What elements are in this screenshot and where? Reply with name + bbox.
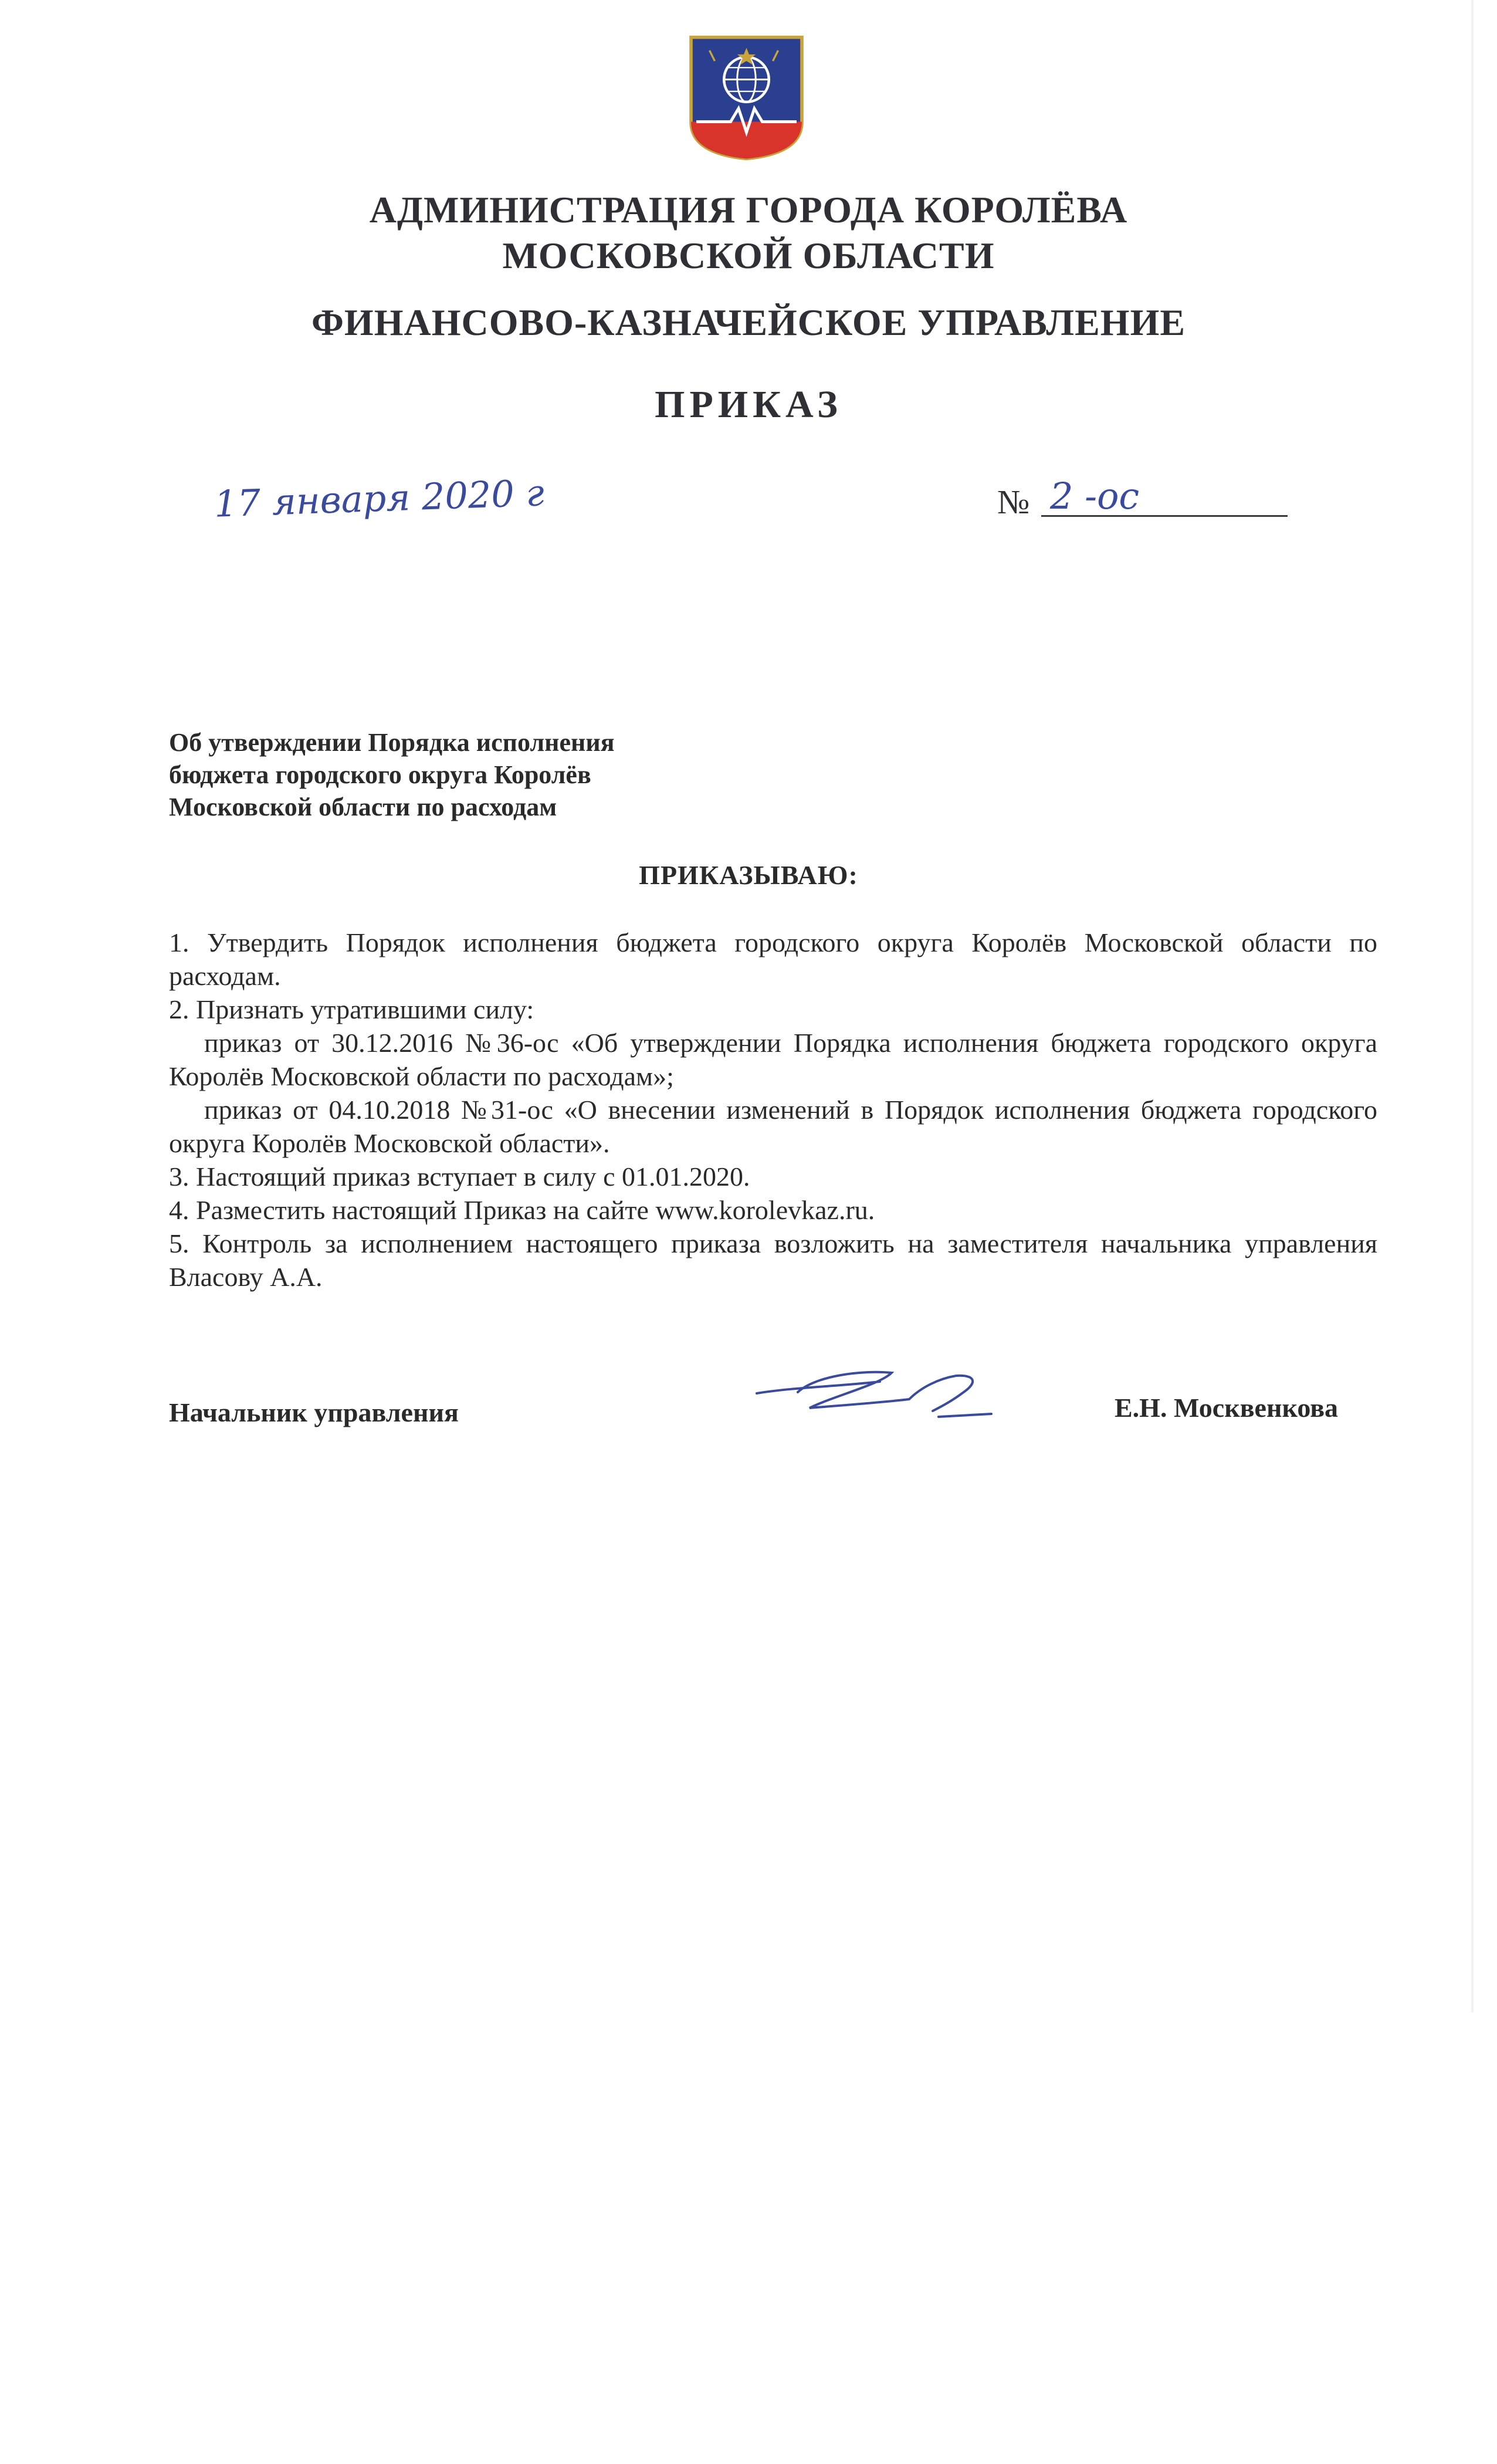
subject-line: Об утверждении Порядка исполнения <box>169 728 615 757</box>
order-item-4: 4. Разместить настоящий Приказ на сайте www.korolevkaz.ru. <box>169 1195 875 1225</box>
subject-line: Московской области по расходам <box>169 793 557 821</box>
order-directive-heading: ПРИКАЗЫВАЮ: <box>639 860 858 890</box>
order-item-1: 1. Утвердить Порядок исполнения бюджета городского округа Королёв Московской области по расходам. <box>169 928 1377 991</box>
header-line-region: МОСКОВСКОЙ ОБЛАСТИ <box>502 235 995 276</box>
handwritten-date: 17 января 2020 г <box>213 471 545 526</box>
order-item-2-sub-1: приказ от 30.12.2016 №36-ос «Об утверждении Порядка исполнения бюджета городского округа Королёв Московской области по расходам»; <box>169 1028 1377 1091</box>
order-body <box>169 926 1377 1294</box>
signatory-name: Е.Н. Москвенкова <box>1115 1393 1339 1423</box>
signatory-title: Начальник управления <box>169 1397 459 1427</box>
order-subject <box>169 726 615 823</box>
handwritten-signature-icon <box>745 1352 1009 1434</box>
handwritten-order-number: 2 -ос <box>1050 475 1140 517</box>
header-line-department: ФИНАНСОВО-КАЗНАЧЕЙСКОЕ УПРАВЛЕНИЕ <box>311 302 1186 343</box>
order-item-2-sub-2: приказ от 04.10.2018 №31-ос «О внесении изменений в Порядок исполнения бюджета городского округа Королёв Московской области». <box>169 1095 1377 1158</box>
order-item-5: 5. Контроль за исполнением настоящего приказа возложить на заместителя начальника управления Власову А.А. <box>169 1228 1377 1292</box>
subject-line: бюджета городского округа Королёв <box>169 760 591 789</box>
order-item-2: 2. Признать утратившими силу: <box>169 994 534 1024</box>
header-line-administration: АДМИНИСТРАЦИЯ ГОРОДА КОРОЛЁВА <box>369 189 1128 231</box>
city-coat-of-arms-icon <box>680 29 812 161</box>
order-item-3: 3. Настоящий приказ вступает в силу с 01.01.2020. <box>169 1162 750 1192</box>
document-type-title: ПРИКАЗ <box>655 383 842 426</box>
order-number-label: № <box>997 483 1030 521</box>
